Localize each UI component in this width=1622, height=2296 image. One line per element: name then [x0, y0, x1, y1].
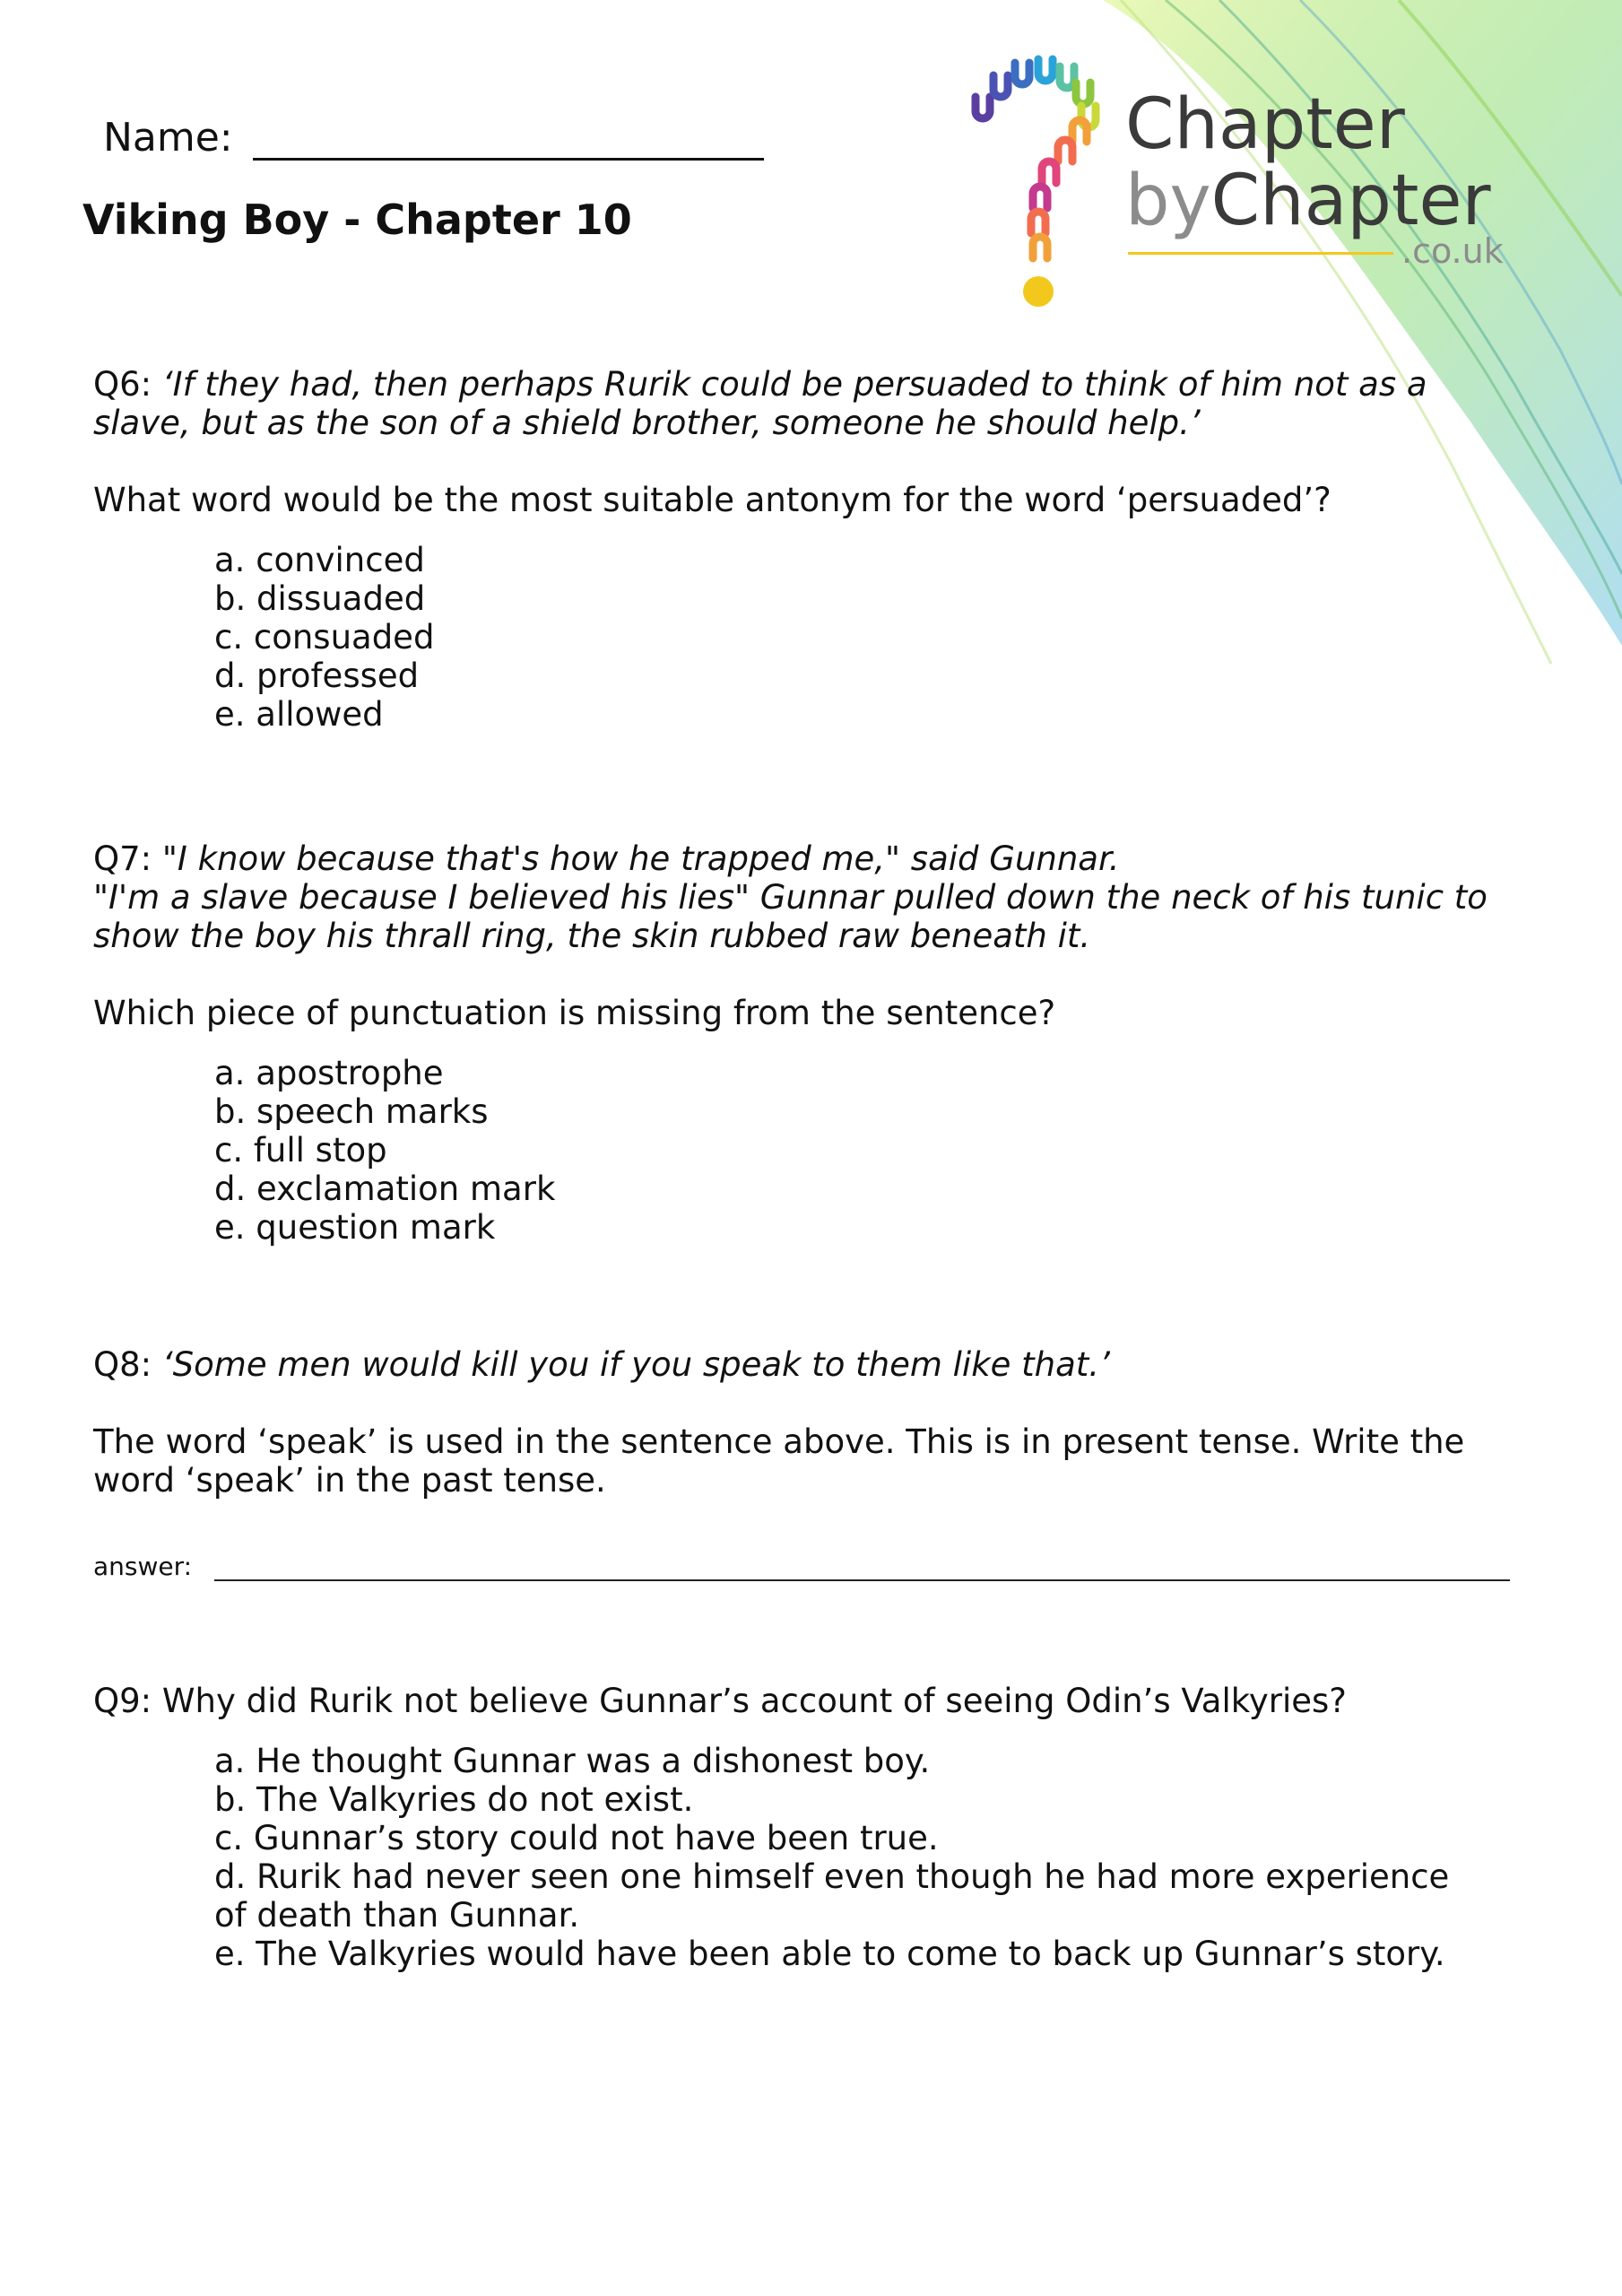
- option-e[interactable]: e. allowed: [214, 695, 384, 734]
- question-prompt: What word would be the most suitable antonym for the word ‘persuaded’?: [93, 481, 1331, 519]
- answer-options: [93, 1742, 1528, 1973]
- logo-wordmark-line1: Chapter: [1125, 84, 1405, 165]
- quote-text: ‘If they had, then perhaps Rurik could be persuaded to think of him not as a slave, but as the son of a shield brother, someone he should help.’: [93, 365, 1427, 442]
- option-e[interactable]: e. The Valkyries would have been able to come to back up Gunnar’s story.: [214, 1935, 1445, 1973]
- question-number: Q8:: [93, 1345, 152, 1384]
- question-prompt: The word ‘speak’ is used in the sentence above. This is in present tense. Write the word ‘speak’ in the past tense.: [93, 1422, 1465, 1500]
- chapter-by-chapter-logo-icon: [959, 54, 1121, 314]
- answer-label: answer:: [93, 1552, 193, 1581]
- question-8: [93, 1345, 1528, 1500]
- logo-wordmark-line2: [1125, 161, 1491, 241]
- question-number: Q9:: [93, 1682, 152, 1720]
- name-field[interactable]: [103, 115, 764, 161]
- name-write-line[interactable]: [253, 118, 764, 161]
- logo-chapter: Chapter: [1210, 161, 1491, 241]
- option-d[interactable]: d. exclamation mark: [214, 1170, 556, 1208]
- worksheet-title: Viking Boy - Chapter 10: [82, 196, 632, 244]
- question-6: [93, 365, 1528, 734]
- logo-underline: [1128, 252, 1393, 255]
- option-c[interactable]: c. full stop: [214, 1131, 387, 1170]
- answer-write-line[interactable]: [214, 1552, 1510, 1581]
- logo-domain: .co.uk: [1401, 231, 1504, 271]
- option-a[interactable]: a. convinced: [214, 541, 425, 579]
- logo-by: by: [1125, 161, 1211, 241]
- question-quote: [93, 839, 1528, 878]
- question-quote: [93, 1345, 1528, 1384]
- question-7: [93, 839, 1528, 1247]
- answer-options: [93, 1054, 1528, 1247]
- option-b[interactable]: b. dissuaded: [214, 579, 426, 618]
- option-d[interactable]: d. professed: [214, 657, 420, 695]
- option-c[interactable]: c. Gunnar’s story could not have been true.: [214, 1819, 939, 1857]
- option-b[interactable]: b. speech marks: [214, 1092, 489, 1131]
- option-b[interactable]: b. The Valkyries do not exist.: [214, 1780, 694, 1819]
- option-a[interactable]: a. He thought Gunnar was a dishonest boy.: [214, 1742, 931, 1780]
- quote-text: ‘Some men would kill you if you speak to them like that.’: [161, 1345, 1110, 1384]
- quote-text-line1: "I know because that's how he trapped me," said Gunnar.: [161, 839, 1120, 878]
- option-d[interactable]: d. Rurik had never seen one himself even though he had more experience of death than Gunnar.: [214, 1857, 1450, 1935]
- answer-options: [93, 541, 1528, 734]
- question-prompt: Which piece of punctuation is missing from the sentence?: [93, 994, 1056, 1032]
- option-a[interactable]: a. apostrophe: [214, 1054, 444, 1092]
- question-9: [93, 1682, 1528, 1973]
- option-e[interactable]: e. question mark: [214, 1208, 496, 1247]
- question-quote: [93, 365, 1528, 442]
- name-label: Name:: [103, 115, 233, 161]
- question-prompt: [93, 1682, 1528, 1720]
- question-text: Why did Rurik not believe Gunnar’s account of seeing Odin’s Valkyries?: [161, 1682, 1347, 1720]
- answer-field[interactable]: [93, 1552, 1510, 1581]
- quote-text-line2: "I'm a slave because I believed his lies" Gunnar pulled down the neck of his tunic to show the boy his thrall ring, the skin rubbed raw beneath it.: [93, 878, 1488, 955]
- option-c[interactable]: c. consuaded: [214, 618, 435, 657]
- question-number: Q6:: [93, 365, 152, 404]
- question-number: Q7:: [93, 839, 152, 878]
